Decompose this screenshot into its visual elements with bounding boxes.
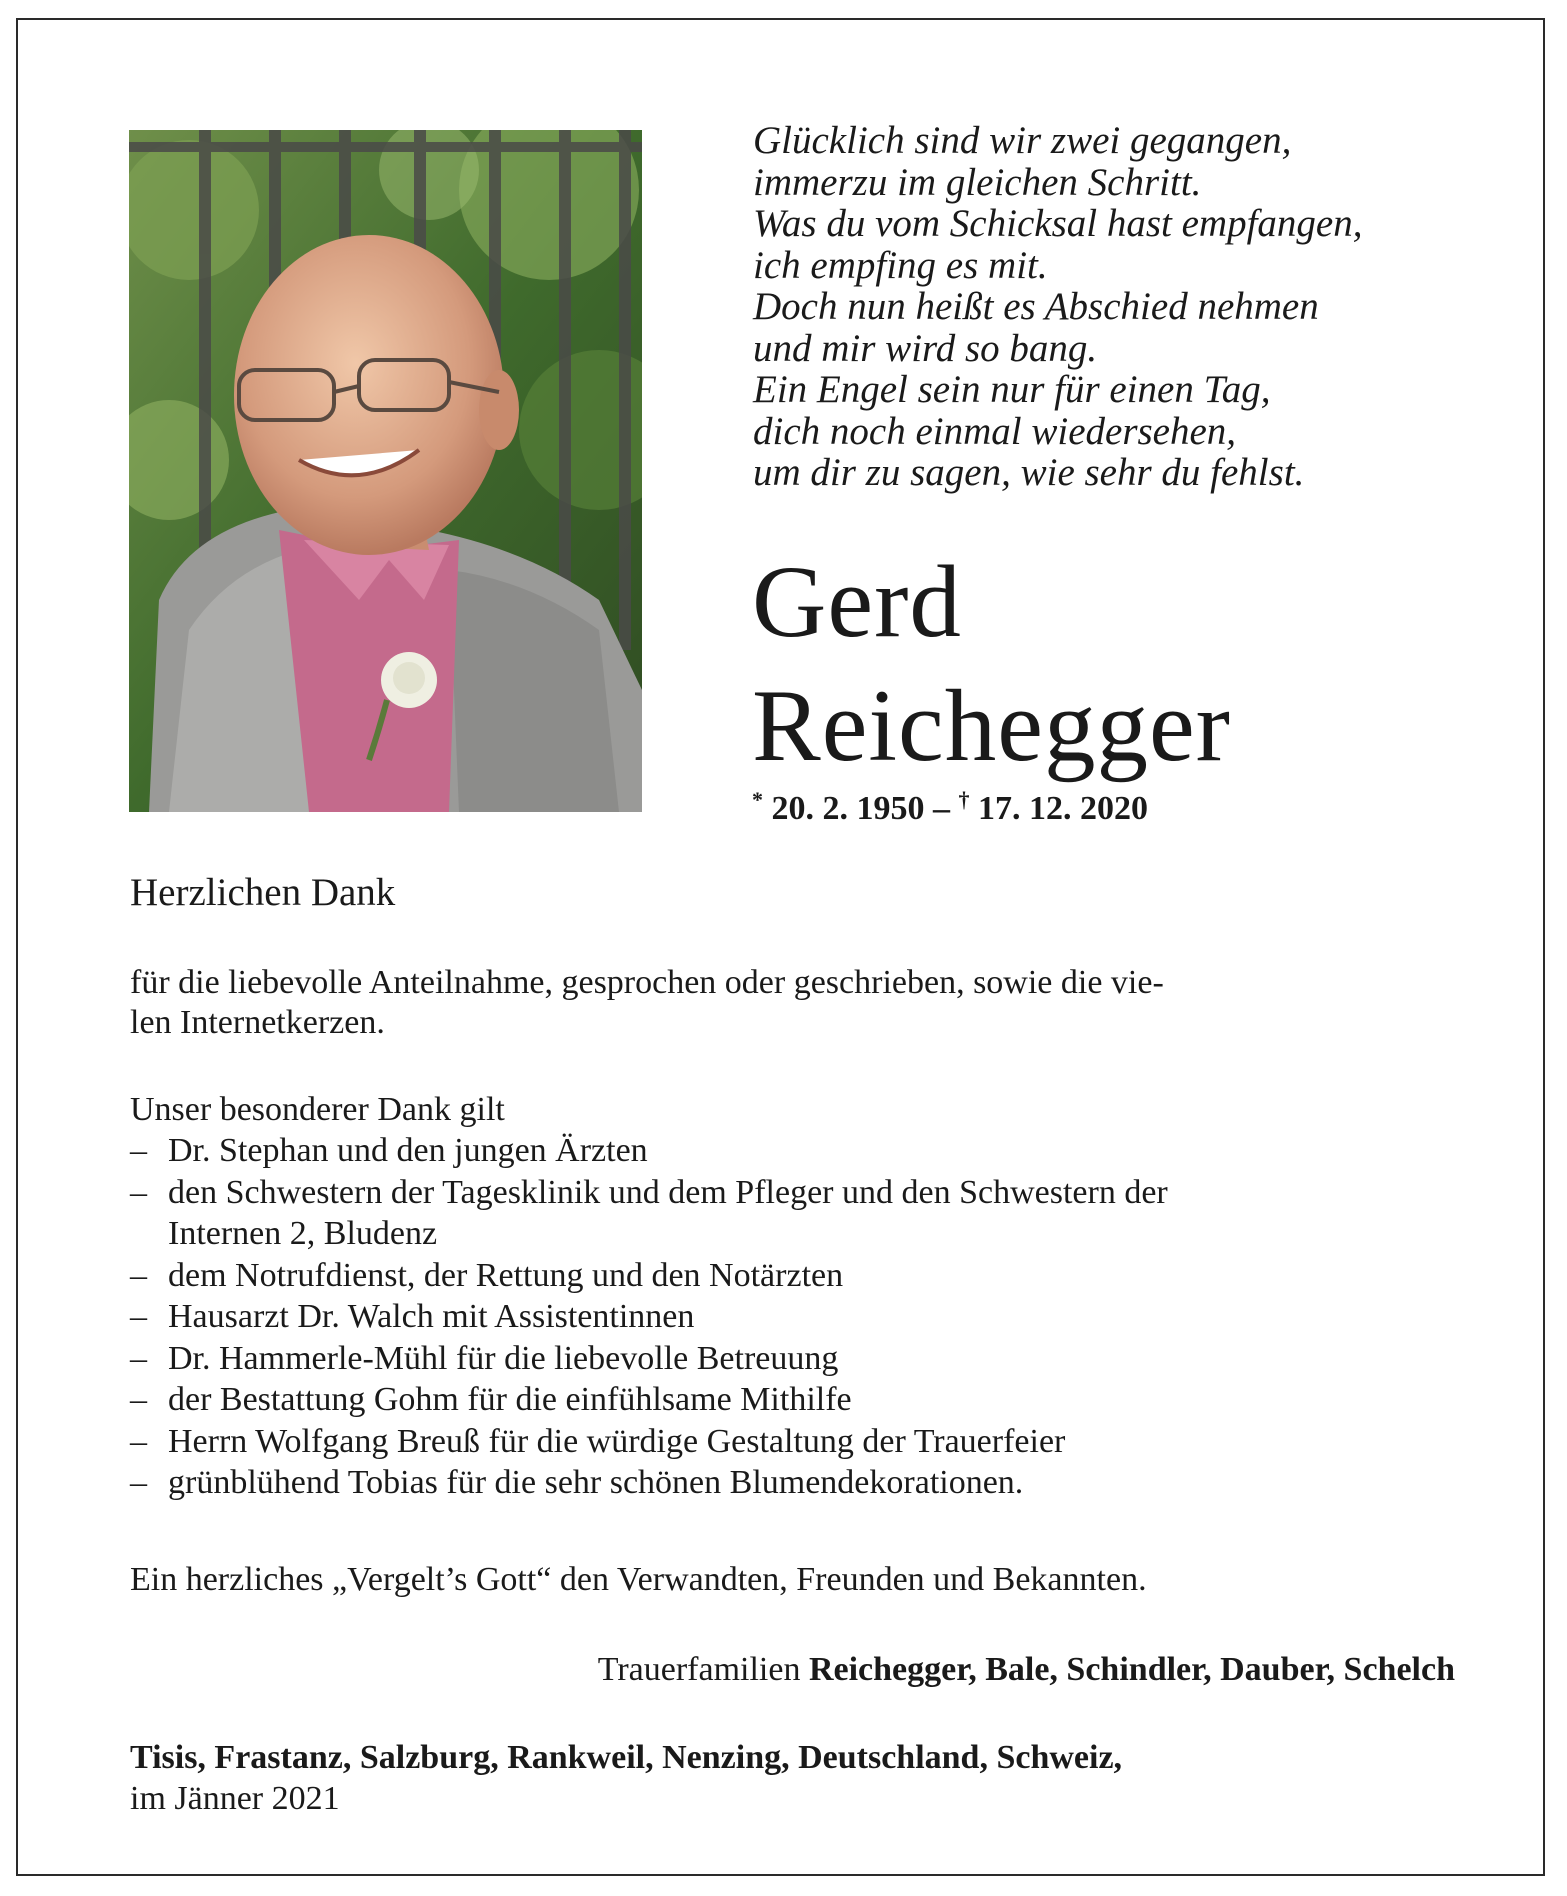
poem-line: dich noch einmal wiedersehen,	[753, 409, 1237, 453]
birth-symbol: *	[752, 787, 763, 812]
notice-date: im Jänner 2021	[130, 1780, 340, 1817]
poem-line: Ein Engel sein nur für einen Tag,	[753, 368, 1271, 411]
last-name: Reichegger	[752, 669, 1231, 783]
list-item: – grünblühend Tobias für die sehr schönen Blumendekorationen.	[130, 1462, 1460, 1504]
families-prefix: Trauerfamilien	[597, 1651, 801, 1688]
poem-line: immerzu im gleichen Schritt.	[753, 160, 1202, 204]
poem-line: um dir zu sagen, wie sehr du fehlst.	[753, 451, 1305, 494]
list-item: – der Bestattung Gohm für die einfühlsame Mithilfe	[130, 1379, 1460, 1421]
list-item: – Herrn Wolfgang Breuß für die würdige Gestaltung der Trauerfeier	[130, 1421, 1460, 1463]
list-dash: –	[130, 1422, 147, 1460]
list-dash: –	[130, 1298, 147, 1335]
closing-thanks: Ein herzliches „Vergelt’s Gott“ den Verwandten, Freunden und Bekannten.	[130, 1561, 1147, 1598]
first-name: Gerd	[752, 545, 962, 659]
birth-date: 20. 2. 1950	[771, 790, 925, 827]
list-dash: –	[130, 1381, 147, 1418]
list-item: – Hausarzt Dr. Walch mit Assistentinnen	[130, 1296, 1460, 1338]
list-item-continuation: Internen 2, Bludenz	[168, 1215, 438, 1252]
deceased-name	[752, 540, 1231, 788]
list-dash: –	[130, 1132, 147, 1169]
death-date: 17. 12. 2020	[978, 790, 1148, 827]
mourning-families	[598, 1650, 1455, 1690]
poem-line: Glücklich sind wir zwei gegangen,	[753, 119, 1292, 162]
list-dash: –	[130, 1339, 147, 1377]
special-thanks-label: Unser besonderer Dank gilt	[130, 1091, 505, 1128]
intro-line: len Internetkerzen.	[130, 1004, 385, 1041]
poem-line: Doch nun heißt es Abschied nehmen	[753, 285, 1319, 328]
poem-line: Was du vom Schicksal hast empfangen,	[753, 202, 1363, 245]
places-list: Tisis, Frastanz, Salzburg, Rankweil, Nenzing, Deutschland, Schweiz,	[130, 1739, 1123, 1776]
thanks-heading: Herzlichen Dank	[130, 871, 396, 914]
intro-line: für die liebevolle Anteilnahme, gesprochen oder geschrieben, sowie die vie-	[130, 964, 1164, 1001]
date-separator: –	[933, 790, 950, 827]
list-dash: –	[130, 1464, 147, 1501]
list-item: – den Schwestern der Tagesklinik und dem Pfleger und den Schwestern der	[130, 1172, 1460, 1214]
death-symbol: †	[958, 787, 970, 812]
life-dates	[752, 780, 1148, 829]
poem-line: ich empfing es mit.	[753, 243, 1048, 287]
list-dash: –	[130, 1173, 147, 1211]
list-item: – Dr. Stephan und den jungen Ärzten	[130, 1130, 1460, 1172]
thanks-list	[130, 1130, 1460, 1504]
list-dash: –	[130, 1256, 147, 1294]
poem-line: und mir wird so bang.	[753, 326, 1098, 370]
list-item: – dem Notrufdienst, der Rettung und den Notärzten	[130, 1255, 1460, 1297]
thanks-intro	[130, 963, 1450, 1043]
list-item: – Dr. Hammerle-Mühl für die liebevolle Betreuung	[130, 1338, 1460, 1380]
family-names: Reichegger, Bale, Schindler, Dauber, Schelch	[808, 1651, 1455, 1688]
portrait-photo	[129, 130, 642, 812]
memorial-poem	[753, 120, 1473, 494]
